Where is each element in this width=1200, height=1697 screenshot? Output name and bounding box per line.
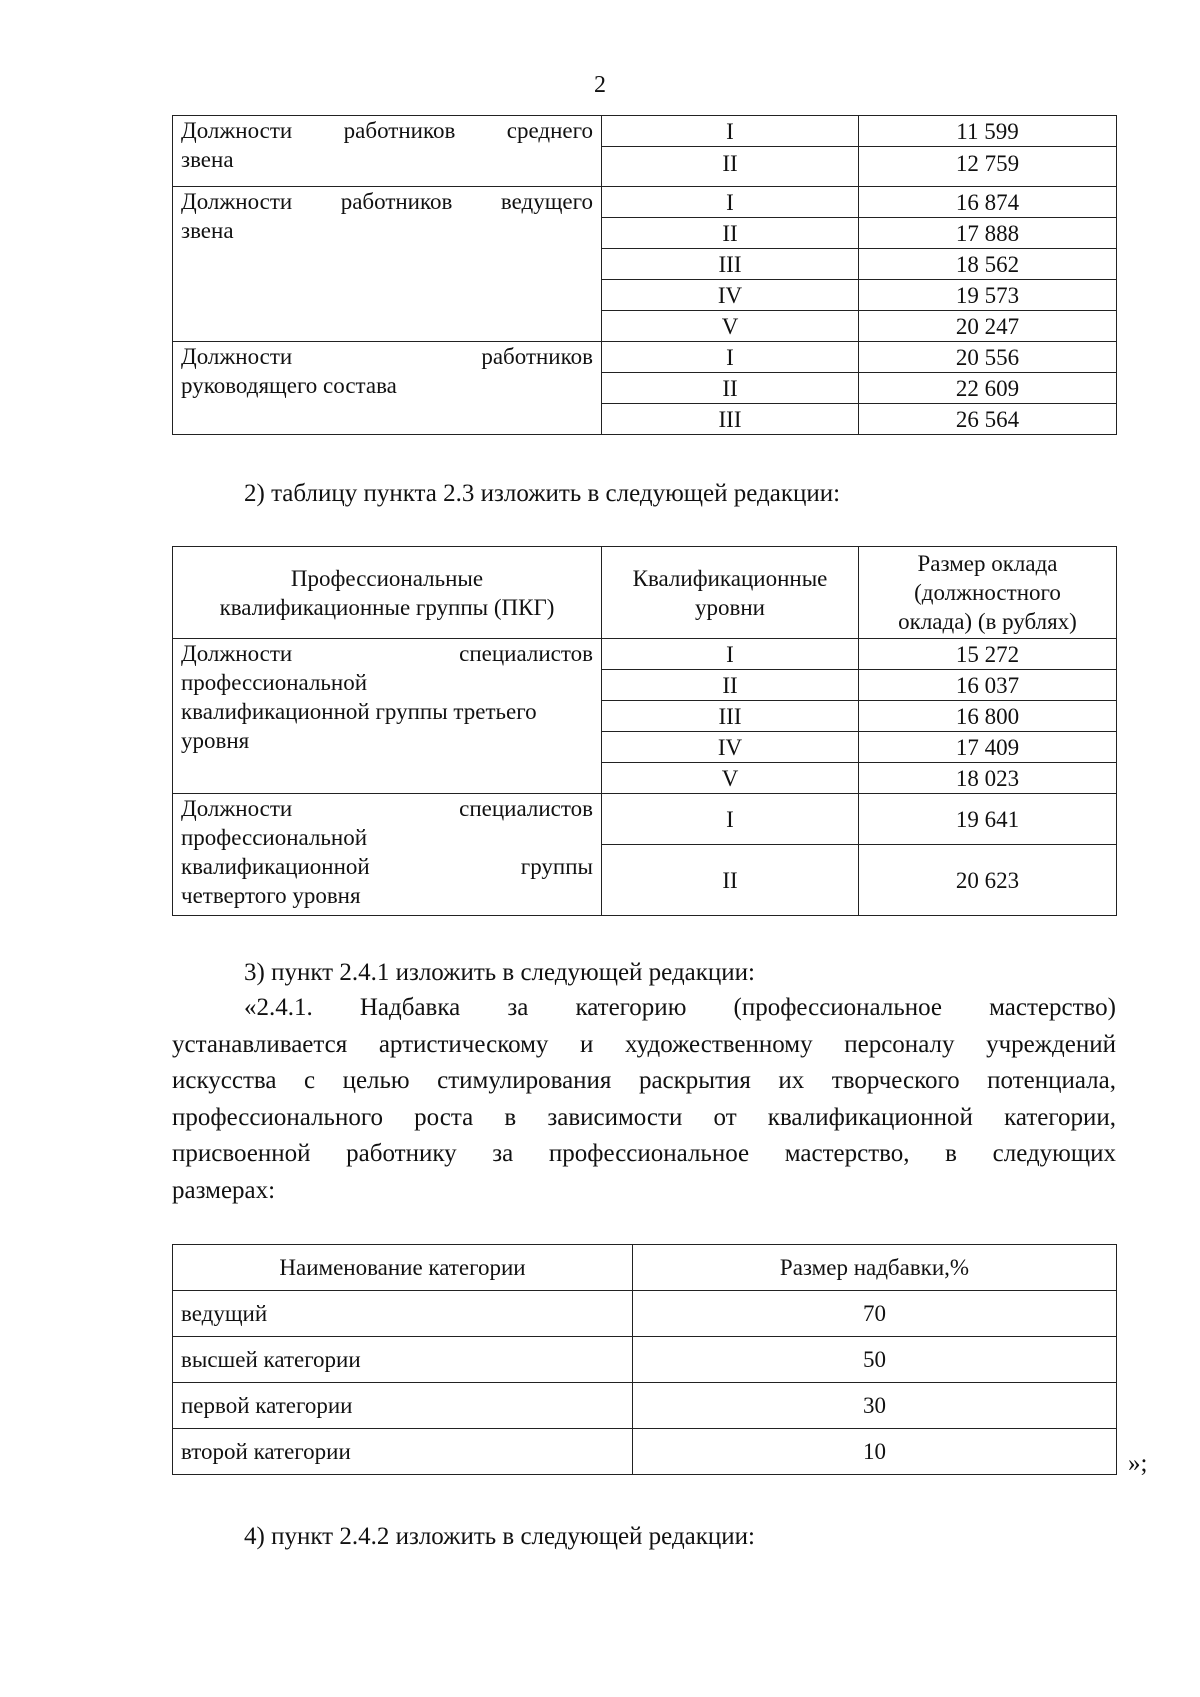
salary-table-continuation [172, 115, 1117, 435]
group-name-line: Должности работников [181, 344, 593, 369]
table-row [173, 342, 1117, 373]
table-row [173, 1291, 1117, 1337]
bonus-value-cell: 70 [633, 1291, 1117, 1337]
category-name-cell: первой категории [173, 1383, 633, 1429]
header-line: Размер оклада [917, 551, 1058, 576]
group-name-line: квалификационной группы [181, 854, 593, 879]
level-cell: IV [602, 732, 859, 763]
group-name-cell [173, 639, 602, 794]
group-name-cell [173, 342, 602, 435]
group-name-line: профессиональной [181, 825, 368, 850]
salary-cell: 15 272 [859, 639, 1117, 670]
salary-cell: 18 562 [859, 249, 1117, 280]
level-cell: V [602, 311, 859, 342]
text-line: устанавливается артистическому и художественному персоналу учреждений [172, 1030, 1116, 1058]
paragraph-2: 2) таблицу пункта 2.3 изложить в следующей редакции: [244, 480, 841, 507]
level-cell: III [602, 249, 859, 280]
group-name-line: профессиональной [181, 670, 368, 695]
text-line: профессионального роста в зависимости от квалификационной категории, [172, 1103, 1116, 1131]
header-line: Профессиональные [290, 565, 484, 591]
bonus-value-cell: 10 [633, 1429, 1117, 1475]
header-cell-groups [173, 547, 602, 639]
text-line: искусства с целью стимулирования раскрытия их творческого потенциала, [172, 1067, 1116, 1094]
text-line: «2.4.1. Надбавка за категорию (профессиональное мастерство) [244, 994, 1116, 1021]
salary-cell: 12 759 [859, 147, 1117, 187]
header-line: квалификационные группы (ПКГ) [219, 594, 555, 620]
page-number: 2 [594, 72, 606, 98]
header-line: (должностного [914, 580, 1061, 605]
level-cell: V [602, 763, 859, 794]
level-cell: I [602, 116, 859, 147]
group-name-line: квалификационной группы третьего [181, 699, 537, 724]
salary-cell: 19 573 [859, 280, 1117, 311]
level-cell: I [602, 342, 859, 373]
table-row [173, 1383, 1117, 1429]
salary-cell: 16 800 [859, 701, 1117, 732]
salary-cell: 26 564 [859, 404, 1117, 435]
salary-cell: 16 874 [859, 187, 1117, 218]
group-name-line: уровня [181, 728, 250, 753]
salary-cell: 20 247 [859, 311, 1117, 342]
group-name-line: Должности работников среднего [181, 118, 593, 143]
header-cell-bonus: Размер надбавки,% [633, 1245, 1117, 1291]
group-name-line: звена [181, 147, 234, 172]
header-cell-salary [859, 547, 1117, 639]
salary-cell: 18 023 [859, 763, 1117, 794]
quote-close-mark: »; [1128, 1450, 1148, 1477]
level-cell: II [602, 373, 859, 404]
category-name-cell: второй категории [173, 1429, 633, 1475]
level-cell: I [602, 794, 859, 845]
salary-table-pkg [172, 546, 1117, 916]
salary-cell: 17 409 [859, 732, 1117, 763]
header-cell-category: Наименование категории [173, 1245, 633, 1291]
group-name-line: звена [181, 218, 234, 243]
salary-cell: 20 623 [859, 845, 1117, 916]
bonus-value-cell: 50 [633, 1337, 1117, 1383]
salary-cell: 19 641 [859, 794, 1117, 845]
level-cell: IV [602, 280, 859, 311]
group-name-cell [173, 794, 602, 916]
table-row [173, 187, 1117, 218]
group-name-line: Должности специалистов [181, 796, 593, 821]
salary-cell: 11 599 [859, 116, 1117, 147]
table-row [173, 116, 1117, 147]
salary-cell: 17 888 [859, 218, 1117, 249]
salary-cell: 20 556 [859, 342, 1117, 373]
category-bonus-table [172, 1244, 1117, 1475]
table-row [173, 794, 1117, 845]
level-cell: II [602, 845, 859, 916]
group-name-cell [173, 116, 602, 187]
group-name-line: Должности специалистов [181, 641, 593, 666]
level-cell: I [602, 639, 859, 670]
table-header-row [173, 1245, 1117, 1291]
level-cell: III [602, 404, 859, 435]
salary-cell: 16 037 [859, 670, 1117, 701]
header-line: Квалификационные [632, 565, 828, 591]
group-name-line: четвертого уровня [181, 883, 361, 908]
level-cell: II [602, 147, 859, 187]
group-name-line: руководящего состава [181, 373, 397, 398]
level-cell: I [602, 187, 859, 218]
level-cell: II [602, 670, 859, 701]
table-header-row [173, 547, 1117, 639]
text-line: размерах: [172, 1176, 276, 1204]
level-cell: III [602, 701, 859, 732]
table-row [173, 639, 1117, 670]
header-line: оклада) (в рублях) [898, 609, 1077, 634]
category-name-cell: ведущий [173, 1291, 633, 1337]
group-name-cell [173, 187, 602, 342]
paragraph-4: 4) пункт 2.4.2 изложить в следующей редакции: [244, 1523, 755, 1550]
group-name-line: Должности работников ведущего [181, 189, 593, 214]
category-name-cell: высшей категории [173, 1337, 633, 1383]
table-row [173, 1429, 1117, 1475]
header-line: уровни [695, 594, 765, 620]
level-cell: II [602, 218, 859, 249]
text-line: присвоенной работнику за профессиональное мастерство, в следующих [172, 1140, 1116, 1167]
paragraph-3: 3) пункт 2.4.1 изложить в следующей редакции: [244, 959, 755, 986]
salary-cell: 22 609 [859, 373, 1117, 404]
header-cell-levels [602, 547, 859, 639]
table-row [173, 1337, 1117, 1383]
paragraph-3-body [172, 990, 1116, 1209]
bonus-value-cell: 30 [633, 1383, 1117, 1429]
